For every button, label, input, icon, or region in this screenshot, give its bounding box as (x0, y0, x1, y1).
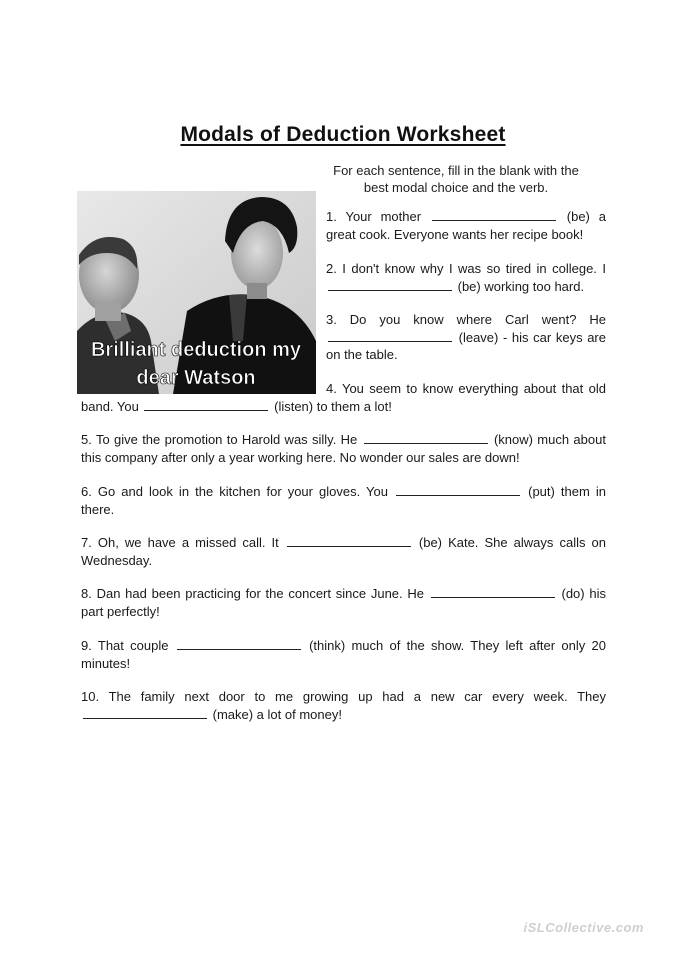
question-5: 5. To give the promotion to Harold was silly. He (know) much about this company after only a year working here. No wonder our sales are down! (81, 432, 606, 465)
question-6: 6. Go and look in the kitchen for your gloves. You (put) them in there. (81, 484, 606, 517)
answer-blank-1[interactable] (432, 209, 556, 221)
sherlock-watson-photo (77, 191, 316, 394)
answer-blank-9[interactable] (177, 638, 301, 650)
question-4: 4. You seem to know everything about that old band. You (listen) to them a lot! (81, 381, 606, 414)
answer-blank-3[interactable] (328, 330, 452, 342)
answer-blank-4[interactable] (144, 399, 268, 411)
question-9: 9. That couple (think) much of the show. They left after only 20 minutes! (81, 638, 606, 671)
question-1: 1. Your mother (be) a great cook. Everyone wants her recipe book! (326, 209, 606, 242)
answer-blank-6[interactable] (396, 484, 520, 496)
photo-caption-line-2: dear Watson (136, 367, 256, 389)
question-8: 8. Dan had been practicing for the concert since June. He (do) his part perfectly! (81, 586, 606, 619)
answer-blank-10[interactable] (83, 707, 207, 719)
page-title: Modals of Deduction Worksheet (180, 123, 506, 146)
question-7: 7. Oh, we have a missed call. It (be) Kate. She always calls on Wednesday. (81, 535, 606, 568)
answer-blank-5[interactable] (364, 432, 488, 444)
answer-blank-2[interactable] (328, 279, 452, 291)
question-10: 10. The family next door to me growing up had a new car every week. They (make) a lot of money! (81, 689, 606, 722)
question-2: 2. I don't know why I was so tired in college. I (be) working too hard. (326, 261, 606, 294)
instructions: For each sentence, fill in the blank with the best modal choice and the verb. (333, 163, 579, 195)
photo-caption-line-1: Brilliant deduction my (90, 339, 302, 361)
answer-blank-7[interactable] (287, 535, 411, 547)
answer-blank-8[interactable] (431, 586, 555, 598)
site-watermark: iSLCollective.com (523, 920, 644, 935)
question-3: 3. Do you know where Carl went? He (leave) - his car keys are on the table. (326, 312, 606, 362)
